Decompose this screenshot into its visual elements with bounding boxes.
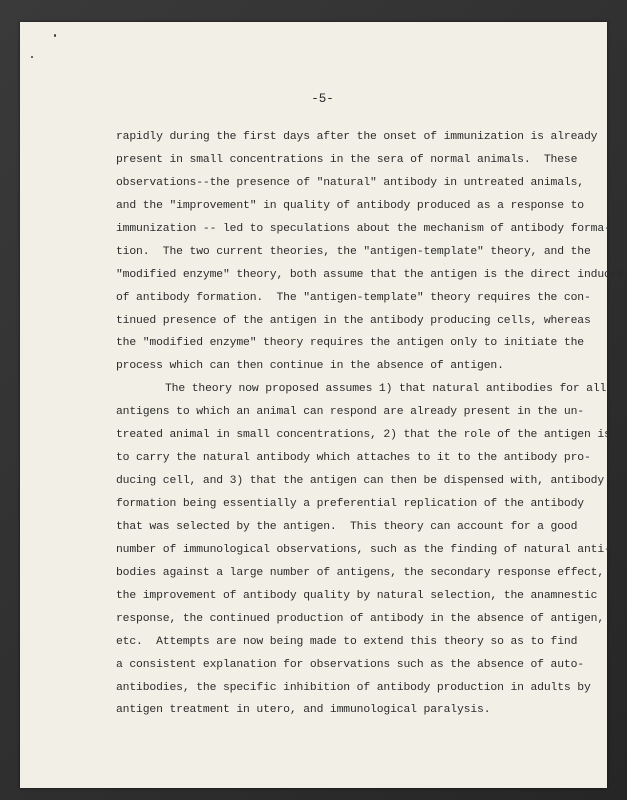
text-line: treated animal in small concentrations, 2) that the role of the antigen is	[116, 429, 611, 442]
text-line: antigen treatment in utero, and immunological paralysis.	[116, 704, 491, 717]
page-number: -5-	[311, 92, 334, 106]
body-text	[116, 126, 625, 722]
text-line: observations--the presence of "natural" antibody in untreated animals,	[116, 176, 584, 189]
text-line: tinued presence of the antigen in the antibody producing cells, whereas	[116, 314, 591, 327]
text-line: response, the continued production of antibody in the absence of antigen,	[116, 612, 605, 625]
ink-speck	[31, 56, 33, 58]
text-line: of antibody formation. The "antigen-template" theory requires the con-	[116, 291, 591, 304]
text-line: The theory now proposed assumes 1) that natural antibodies for all	[165, 383, 607, 396]
text-line: present in small concentrations in the sera of normal animals. These	[116, 153, 578, 166]
paragraph-2	[116, 378, 611, 722]
text-line: the "modified enzyme" theory requires the antigen only to initiate the	[116, 337, 584, 350]
text-line: etc. Attempts are now being made to extend this theory so as to find	[116, 635, 578, 648]
text-line: a consistent explanation for observations such as the absence of auto-	[116, 658, 584, 671]
text-line: number of immunological observations, such as the finding of natural anti-	[116, 543, 611, 556]
text-line: tion. The two current theories, the "antigen-template" theory, and the	[116, 245, 591, 258]
ink-speck	[54, 34, 56, 37]
text-line: the improvement of antibody quality by natural selection, the anamnestic	[116, 589, 598, 602]
text-line: formation being essentially a preferential replication of the antibody	[116, 498, 584, 510]
text-line: antigens to which an animal can respond are already present in the un-	[116, 406, 584, 419]
text-line: "modified enzyme" theory, both assume that the antigen is the direct inducer	[116, 268, 625, 281]
text-line: process which can then continue in the absence of antigen.	[116, 360, 504, 373]
text-line: immunization -- led to speculations about the mechanism of antibody forma-	[116, 222, 611, 235]
text-line: bodies against a large number of antigens, the secondary response effect,	[116, 566, 605, 579]
text-line: to carry the natural antibody which attaches to it to the antibody pro-	[116, 452, 591, 465]
text-line: and the "improvement" in quality of antibody produced as a response to	[116, 199, 584, 212]
text-line: ducing cell, and 3) that the antigen can then be dispensed with, antibody	[116, 475, 605, 488]
text-line: antibodies, the specific inhibition of antibody production in adults by	[116, 681, 591, 694]
document-page	[20, 22, 625, 788]
paragraph-1	[116, 126, 625, 378]
text-line: that was selected by the antigen. This theory can account for a good	[116, 520, 578, 533]
text-line: rapidly during the first days after the onset of immunization is already	[116, 131, 598, 143]
